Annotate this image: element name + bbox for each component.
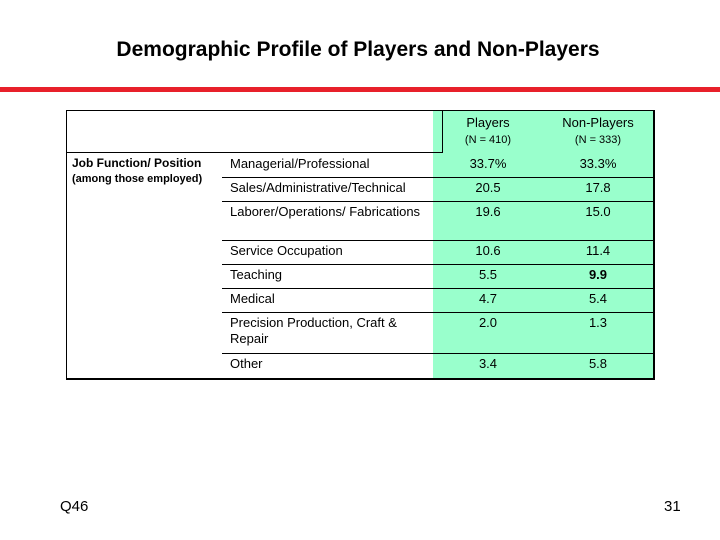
row-separator [222,177,653,178]
group-label-text: Job Function/ Position [72,156,202,170]
row-separator [222,240,653,241]
row-separator [222,353,653,354]
cell-non-players: 1.3 [588,315,608,330]
row-label: Sales/Administrative/Technical [230,180,406,195]
cell-non-players: 17.8 [585,180,611,195]
cell-players: 3.4 [478,356,498,371]
cell-non-players: 33.3% [579,156,617,171]
row-label: Service Occupation [230,243,343,258]
row-separator [222,201,653,202]
column-n-non-players: (N = 333) [574,134,622,146]
cell-players: 2.0 [478,315,498,330]
cell-non-players: 9.9 [588,267,608,282]
cell-non-players: 15.0 [585,204,611,219]
row-label: Precision Production, Craft & Repair [230,315,397,346]
slide-title: Demographic Profile of Players and Non-Players [116,38,600,61]
column-header-non-players: Non-Players [562,115,634,130]
row-label: Medical [230,291,275,306]
row-label: Teaching [230,267,283,282]
cell-players: 10.6 [475,243,501,258]
row-label: Laborer/Operations/ Fabrications [230,204,421,219]
page-number: 31 [664,498,681,515]
title-divider [0,87,720,92]
question-code: Q46 [60,498,89,515]
cell-non-players: 5.8 [588,356,608,371]
column-n-players: (N = 410) [464,134,512,146]
cell-players: 4.7 [478,291,498,306]
row-separator [222,288,653,289]
cell-non-players: 5.4 [588,291,608,306]
cell-players: 19.6 [475,204,501,219]
row-separator [222,264,653,265]
cell-players: 33.7% [469,156,507,171]
table-header-blank [66,110,443,153]
column-header-players: Players [466,115,510,130]
row-label: Managerial/Professional [230,156,370,171]
cell-players: 5.5 [478,267,498,282]
row-label: Other [230,356,263,371]
cell-non-players: 11.4 [585,243,611,258]
cell-players: 20.5 [475,180,501,195]
group-label [72,156,222,187]
row-separator [222,312,653,313]
group-label-note: (among those employed) [72,173,203,185]
